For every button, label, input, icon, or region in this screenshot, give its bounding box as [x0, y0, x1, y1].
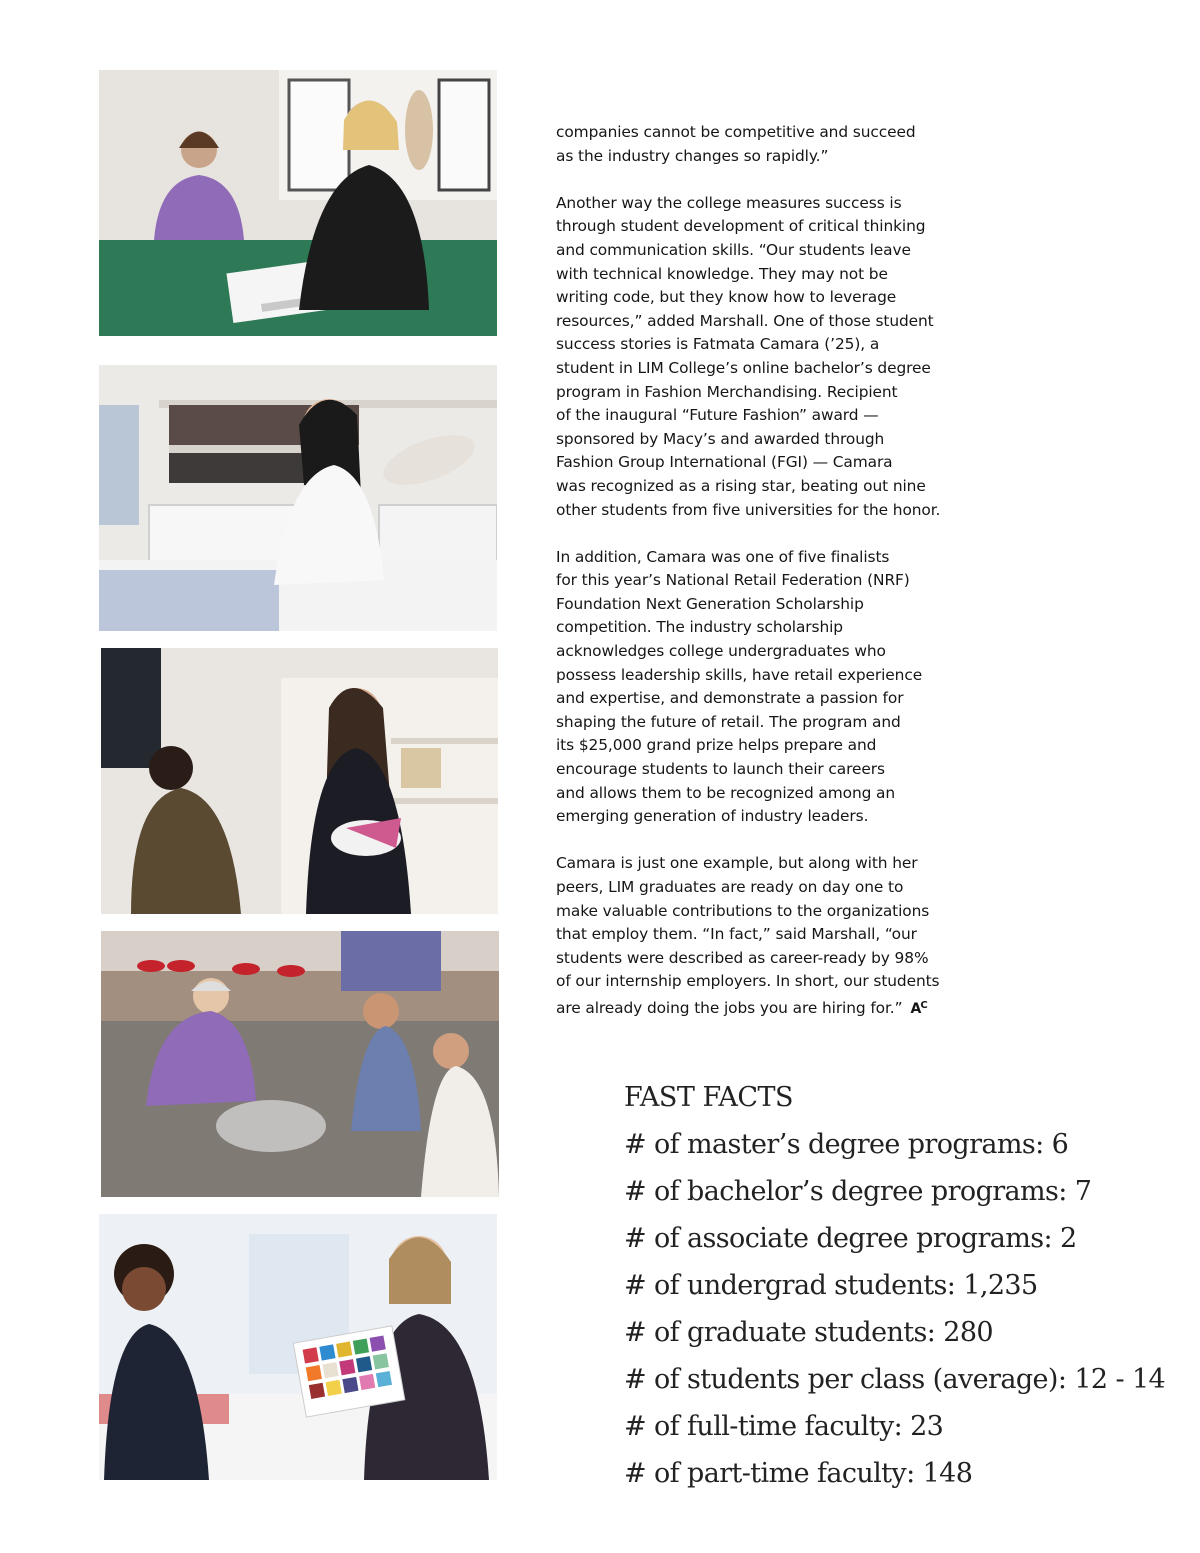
photo-students-with-fabric-samples — [101, 648, 498, 914]
photo-students-with-color-samples — [99, 1214, 497, 1480]
fast-facts-title: FAST FACTS — [624, 1082, 794, 1113]
fast-fact-item: # of undergrad students: 1,235 — [624, 1270, 1038, 1301]
end-mark-c: C — [920, 999, 927, 1011]
end-mark-a: A — [910, 1000, 921, 1017]
article-paragraph-text: Camara is just one example, but along with her peers, LIM graduates are ready on day one to make valuable contributions to the organizations that employ them. “In fact,” said Marshall, “our students were described as career-ready by 98% of our internship employers. In short, our students are already doing the jobs you are hiring for.” — [556, 854, 940, 1017]
fast-fact-item: # of master’s degree programs: 6 — [624, 1129, 1069, 1160]
fast-fact-item: # of graduate students: 280 — [624, 1317, 993, 1348]
fast-fact-item: # of students per class (average): 12 - 14 — [624, 1364, 1166, 1395]
fast-facts — [624, 1074, 1184, 1497]
fast-fact-item: # of bachelor’s degree programs: 7 — [624, 1176, 1092, 1207]
fast-fact-item: # of full-time faculty: 23 — [624, 1411, 944, 1442]
fast-fact-item: # of part-time faculty: 148 — [624, 1458, 973, 1489]
article-paragraph-final — [556, 852, 976, 1021]
photo-student-holding-fabric-swatch — [99, 365, 497, 631]
photo-design-studio-cutting-table — [99, 70, 497, 336]
fast-fact-item: # of associate degree programs: 2 — [624, 1223, 1077, 1254]
article-body — [556, 121, 976, 1045]
photo-students-in-lounge — [101, 931, 499, 1197]
article-paragraph: Another way the college measures success is through student development of critical thinking and communication skills. “Our students leave with technical knowledge. They may not be writing code, but they know how to leverage resources,” added Marshall. One of those student success stories is Fatmata Camara (’25), a student in LIM College’s online bachelor’s degree program in Fashion Merchandising. Recipient of the inaugural “Future Fashion” award — sponsored by Macy’s and awarded through Fashion Group International (FGI) — Camara was recognized as a rising star, beating out nine other students from five universities for the honor. — [556, 193, 941, 519]
article-paragraph: companies cannot be competitive and succeed as the industry changes so rapidly.” — [556, 123, 916, 165]
end-mark-logo — [910, 1001, 926, 1017]
article-paragraph: In addition, Camara was one of five finalists for this year’s National Retail Federation (NRF) Foundation Next Generation Scholarship competition. The industry scholarship acknowledges college undergraduates who possess leadership skills, have retail experience and expertise, and demonstrate a passion for shaping the future of retail. The program and its $25,000 grand prize helps prepare and encourage students to launch their careers and allows them to be recognized among an emerging generation of industry leaders. — [556, 547, 923, 826]
